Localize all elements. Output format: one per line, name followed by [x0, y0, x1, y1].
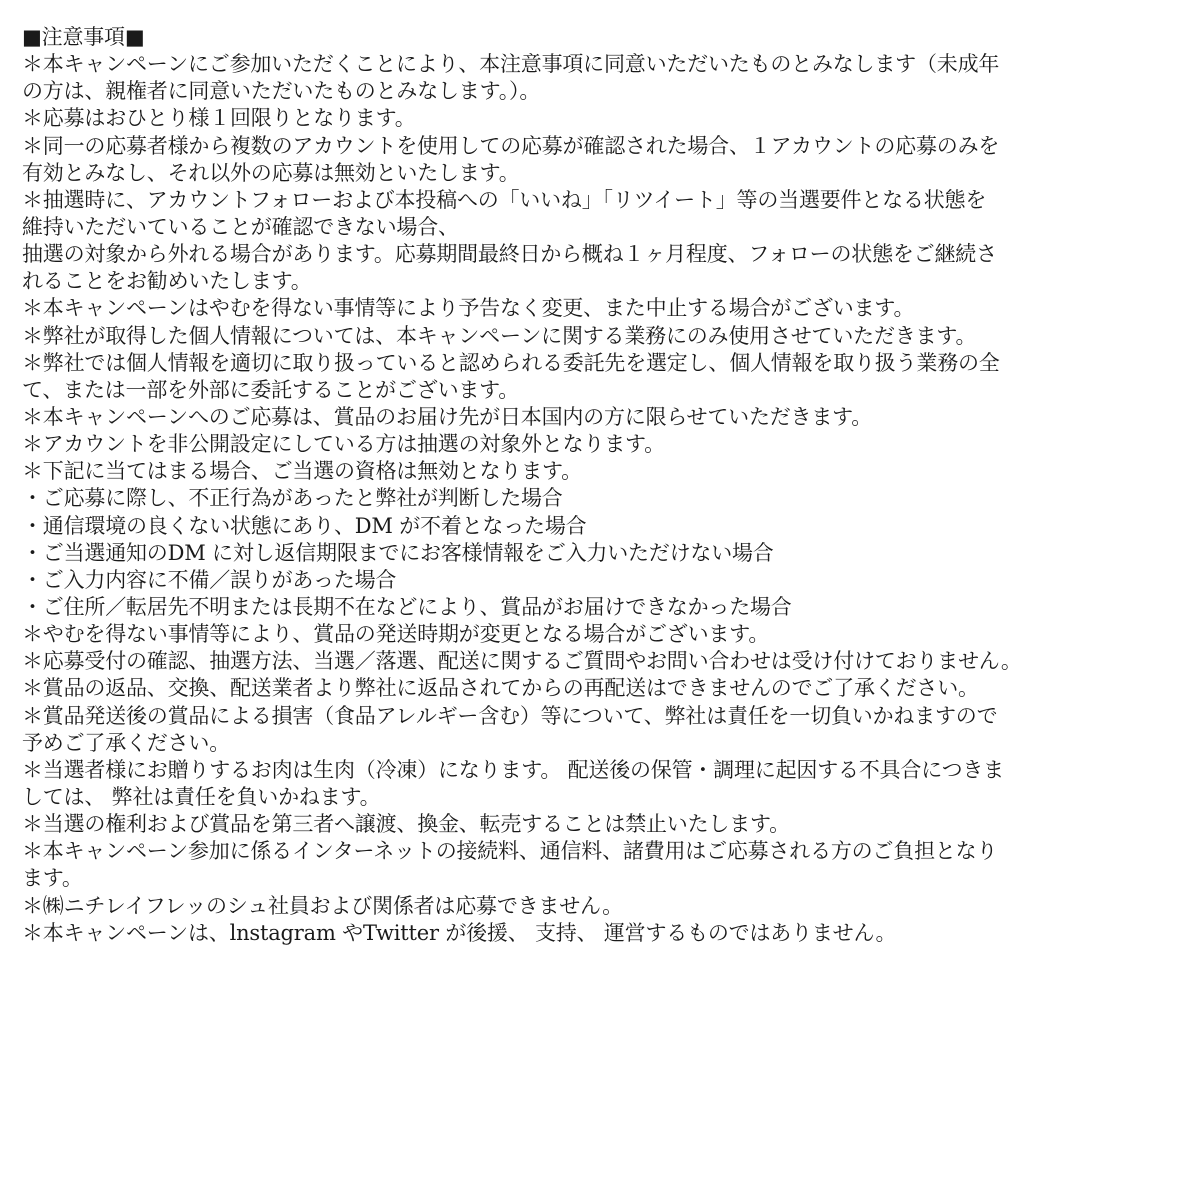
notice-line: ＊本キャンペーンにご参加いただくことにより、本注意事項に同意いただいたものとみなします（未成年: [22, 52, 1000, 77]
notice-line: 有効とみなし、それ以外の応募は無効といたします。: [22, 160, 520, 185]
notice-line: ＊賞品発送後の賞品による損害（食品アレルギー含む）等について、弊社は責任を一切負いかねますので: [22, 703, 998, 728]
notice-line: ます。: [22, 866, 83, 891]
notice-line: ＊本キャンペーンはやむを得ない事情等により予告なく変更、また中止する場合がございます。: [22, 296, 915, 321]
notice-heading: ■注意事項■: [22, 25, 145, 49]
notice-line: ・通信環境の良くない状態にあり、DM が不着となった場合: [22, 513, 587, 538]
notice-line: ・ご当選通知のDM に対し返信期限までにお客様情報をご入力いただけない場合: [22, 540, 774, 565]
notice-line: 維持いただいていることが確認できない場合、: [22, 214, 459, 239]
notice-line: ＊当選者様にお贈りするお肉は生肉（冷凍）になります。 配送後の保管・調理に起因する不具合につきま: [22, 757, 1004, 782]
notice-line: ＊応募受付の確認、抽選方法、当選／落選、配送に関するご質問やお問い合わせは受け付けておりません。: [22, 649, 1022, 674]
notice-line: れることをお勧めいたします。: [22, 269, 312, 294]
notice-line: ＊弊社では個人情報を適切に取り扱っていると認められる委託先を選定し、個人情報を取り扱う業務の全: [22, 350, 1000, 375]
notice-line: ＊当選の権利および賞品を第三者へ譲渡、換金、転売することは禁止いたします。: [22, 812, 790, 837]
notice-line: ・ご応募に際し、不正行為があったと弊社が判断した場合: [22, 486, 563, 511]
notice-line: ＊㈱ニチレイフレッのシュ社員および関係者は応募できません。: [22, 893, 623, 918]
notice-document: [22, 24, 1182, 947]
notice-line: ・ご入力内容に不備／誤りがあった場合: [22, 567, 397, 592]
notice-line: ＊本キャンペーン参加に係るインターネットの接続料、通信料、諸費用はご応募される方のご負担となり: [22, 839, 998, 864]
notice-line: ＊下記に当てはまる場合、ご当選の資格は無効となります。: [22, 459, 582, 484]
notice-line: ＊弊社が取得した個人情報については、本キャンペーンに関する業務にのみ使用させていただきます。: [22, 323, 977, 348]
notice-line: ＊本キャンペーンは、lnstagram やTwitter が後援、 支持、 運営するものではありません。: [22, 920, 897, 945]
notice-line: ＊アカウントを非公開設定にしている方は抽選の対象外となります。: [22, 432, 665, 457]
notice-line: の方は、親権者に同意いただいたものとみなします。）。: [22, 79, 541, 104]
notice-line: ＊賞品の返品、交換、配送業者より弊社に返品されてからの再配送はできませんのでご了承ください。: [22, 676, 979, 701]
notice-line: しては、 弊社は責任を負いかねます。: [22, 784, 381, 809]
notice-line: 予めご了承ください。: [22, 730, 230, 755]
notice-line: 抽選の対象から外れる場合があります。応募期間最終日から概ね１ヶ月程度、フォローの状態をご継続さ: [22, 242, 997, 267]
notice-line: ＊やむを得ない事情等により、賞品の発送時期が変更となる場合がございます。: [22, 622, 770, 647]
notice-line: ＊抽選時に、アカウントフォローおよび本投稿への「いいね」「リツイート」等の当選要件となる状態を: [22, 187, 987, 212]
notice-line: ＊本キャンペーンへのご応募は、賞品のお届け先が日本国内の方に限らせていただきます。: [22, 404, 873, 429]
notice-line: ・ご住所／転居先不明または長期不在などにより、賞品がお届けできなかった場合: [22, 594, 792, 619]
notice-line: ＊応募はおひとり様１回限りとなります。: [22, 106, 416, 131]
notice-line: て、または一部を外部に委託することがございます。: [22, 377, 520, 402]
notice-line: ＊同一の応募者様から複数のアカウントを使用しての応募が確認された場合、１アカウントの応募のみを: [22, 133, 1000, 158]
